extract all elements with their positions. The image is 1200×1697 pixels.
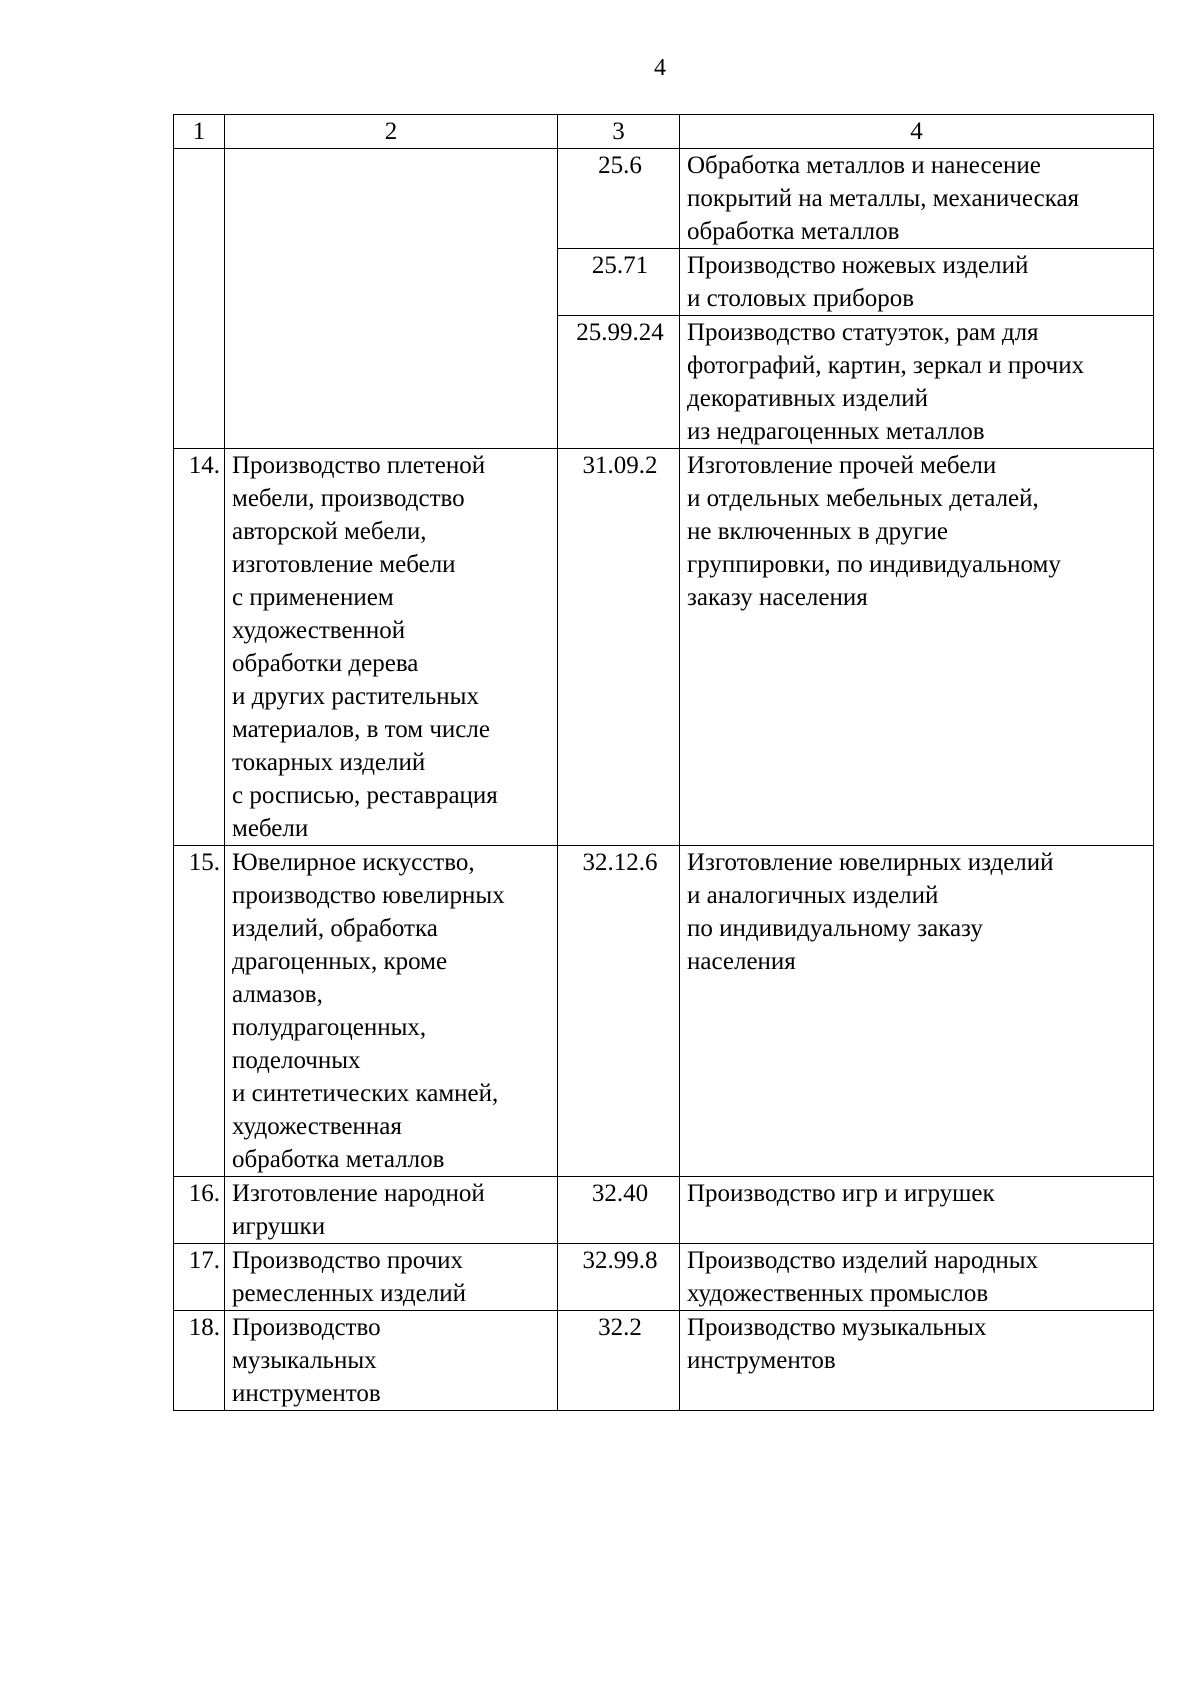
cell-line: Изготовление ювелирных изделий	[687, 849, 1054, 876]
cell-line: токарных изделий	[232, 749, 426, 776]
cell-line: художественной	[232, 617, 406, 644]
row-number-cell	[174, 149, 225, 449]
description-cell	[680, 316, 1154, 449]
cell-line: инструментов	[687, 1347, 836, 1374]
cell-line: Обработка металлов и нанесение	[687, 152, 1041, 179]
cell-line: авторской мебели,	[232, 518, 427, 545]
cell-line: декоративных изделий	[687, 385, 929, 412]
activity-table	[173, 114, 1154, 1411]
row-number-cell: 18.	[174, 1311, 225, 1411]
cell-line: изделий, обработка	[232, 915, 438, 942]
okved-code-cell: 25.99.24	[558, 316, 680, 449]
activity-cell	[225, 1244, 558, 1311]
cell-line: Изготовление прочей мебели	[687, 452, 997, 479]
cell-line: Изготовление народной	[232, 1180, 485, 1207]
okved-code-cell: 32.99.8	[558, 1244, 680, 1311]
cell-line: обработка металлов	[232, 1146, 445, 1173]
description-cell	[680, 449, 1154, 846]
cell-line: поделочных	[232, 1047, 361, 1074]
header-col-2: 2	[225, 115, 558, 149]
cell-line: группировки, по индивидуальному	[687, 551, 1061, 578]
okved-code-cell: 32.2	[558, 1311, 680, 1411]
cell-line: населения	[687, 948, 796, 975]
header-col-3: 3	[558, 115, 680, 149]
table-row	[174, 149, 1154, 249]
cell-line: не включенных в другие	[687, 518, 949, 545]
cell-line: мебели	[232, 815, 309, 842]
header-col-1: 1	[174, 115, 225, 149]
table-row	[174, 449, 1154, 846]
table-row	[174, 1311, 1154, 1411]
cell-line: с применением	[232, 584, 394, 611]
cell-line: драгоценных, кроме	[232, 948, 448, 975]
header-col-4: 4	[680, 115, 1154, 149]
activity-cell	[225, 149, 558, 449]
cell-line: художественных промыслов	[687, 1280, 989, 1307]
cell-line: покрытий на металлы, механическая	[687, 185, 1080, 212]
cell-line: Производство изделий народных	[687, 1247, 1039, 1274]
cell-line: инструментов	[232, 1380, 381, 1407]
description-cell	[680, 1311, 1154, 1411]
table-row	[174, 846, 1154, 1177]
cell-line: Производство прочих	[232, 1247, 464, 1274]
cell-line: и аналогичных изделий	[687, 882, 939, 909]
cell-line: Ювелирное искусство,	[232, 849, 475, 876]
cell-line: Производство плетеной	[232, 452, 486, 479]
cell-line: заказу населения	[687, 584, 868, 611]
cell-line: обработка металлов	[687, 218, 900, 245]
cell-line: и столовых приборов	[687, 285, 915, 312]
cell-line: ремесленных изделий	[232, 1280, 466, 1307]
description-cell	[680, 1244, 1154, 1311]
activity-cell	[225, 846, 558, 1177]
activity-cell	[225, 1311, 558, 1411]
cell-line: изготовление мебели	[232, 551, 456, 578]
okved-code-cell: 31.09.2	[558, 449, 680, 846]
cell-line: Производство игр и игрушек	[687, 1180, 995, 1207]
page-number: 4	[654, 55, 666, 81]
description-cell	[680, 249, 1154, 316]
cell-line: Производство статуэток, рам для	[687, 319, 1039, 346]
description-cell	[680, 846, 1154, 1177]
cell-line: Производство	[232, 1314, 381, 1341]
row-number-cell: 14.	[174, 449, 225, 846]
description-cell	[680, 149, 1154, 249]
cell-line: фотографий, картин, зеркал и прочих	[687, 352, 1085, 379]
cell-line: и других растительных	[232, 683, 479, 710]
cell-line: Производство ножевых изделий	[687, 252, 1029, 279]
cell-line: с росписью, реставрация	[232, 782, 498, 809]
activity-cell	[225, 1177, 558, 1244]
cell-line: музыкальных	[232, 1347, 377, 1374]
cell-line: и синтетических камней,	[232, 1080, 499, 1107]
cell-line: из недрагоценных металлов	[687, 418, 985, 445]
cell-line: алмазов,	[232, 981, 323, 1008]
okved-code-cell: 25.71	[558, 249, 680, 316]
row-number-cell: 15.	[174, 846, 225, 1177]
table-row	[174, 1177, 1154, 1244]
table-body	[174, 149, 1154, 1411]
okved-code-cell: 32.40	[558, 1177, 680, 1244]
cell-line: игрушки	[232, 1213, 326, 1240]
cell-line: мебели, производство	[232, 485, 465, 512]
activity-cell	[225, 449, 558, 846]
cell-line: обработки дерева	[232, 650, 419, 677]
cell-line: художественная	[232, 1113, 402, 1140]
cell-line: производство ювелирных	[232, 882, 505, 909]
cell-line: материалов, в том числе	[232, 716, 490, 743]
cell-line: Производство музыкальных	[687, 1314, 987, 1341]
description-cell	[680, 1177, 1154, 1244]
table-row	[174, 1244, 1154, 1311]
cell-line: и отдельных мебельных деталей,	[687, 485, 1039, 512]
table-header-row	[174, 115, 1154, 149]
cell-line: полудрагоценных,	[232, 1014, 427, 1041]
cell-line: по индивидуальному заказу	[687, 915, 983, 942]
row-number-cell: 17.	[174, 1244, 225, 1311]
okved-code-cell: 25.6	[558, 149, 680, 249]
okved-code-cell: 32.12.6	[558, 846, 680, 1177]
row-number-cell: 16.	[174, 1177, 225, 1244]
